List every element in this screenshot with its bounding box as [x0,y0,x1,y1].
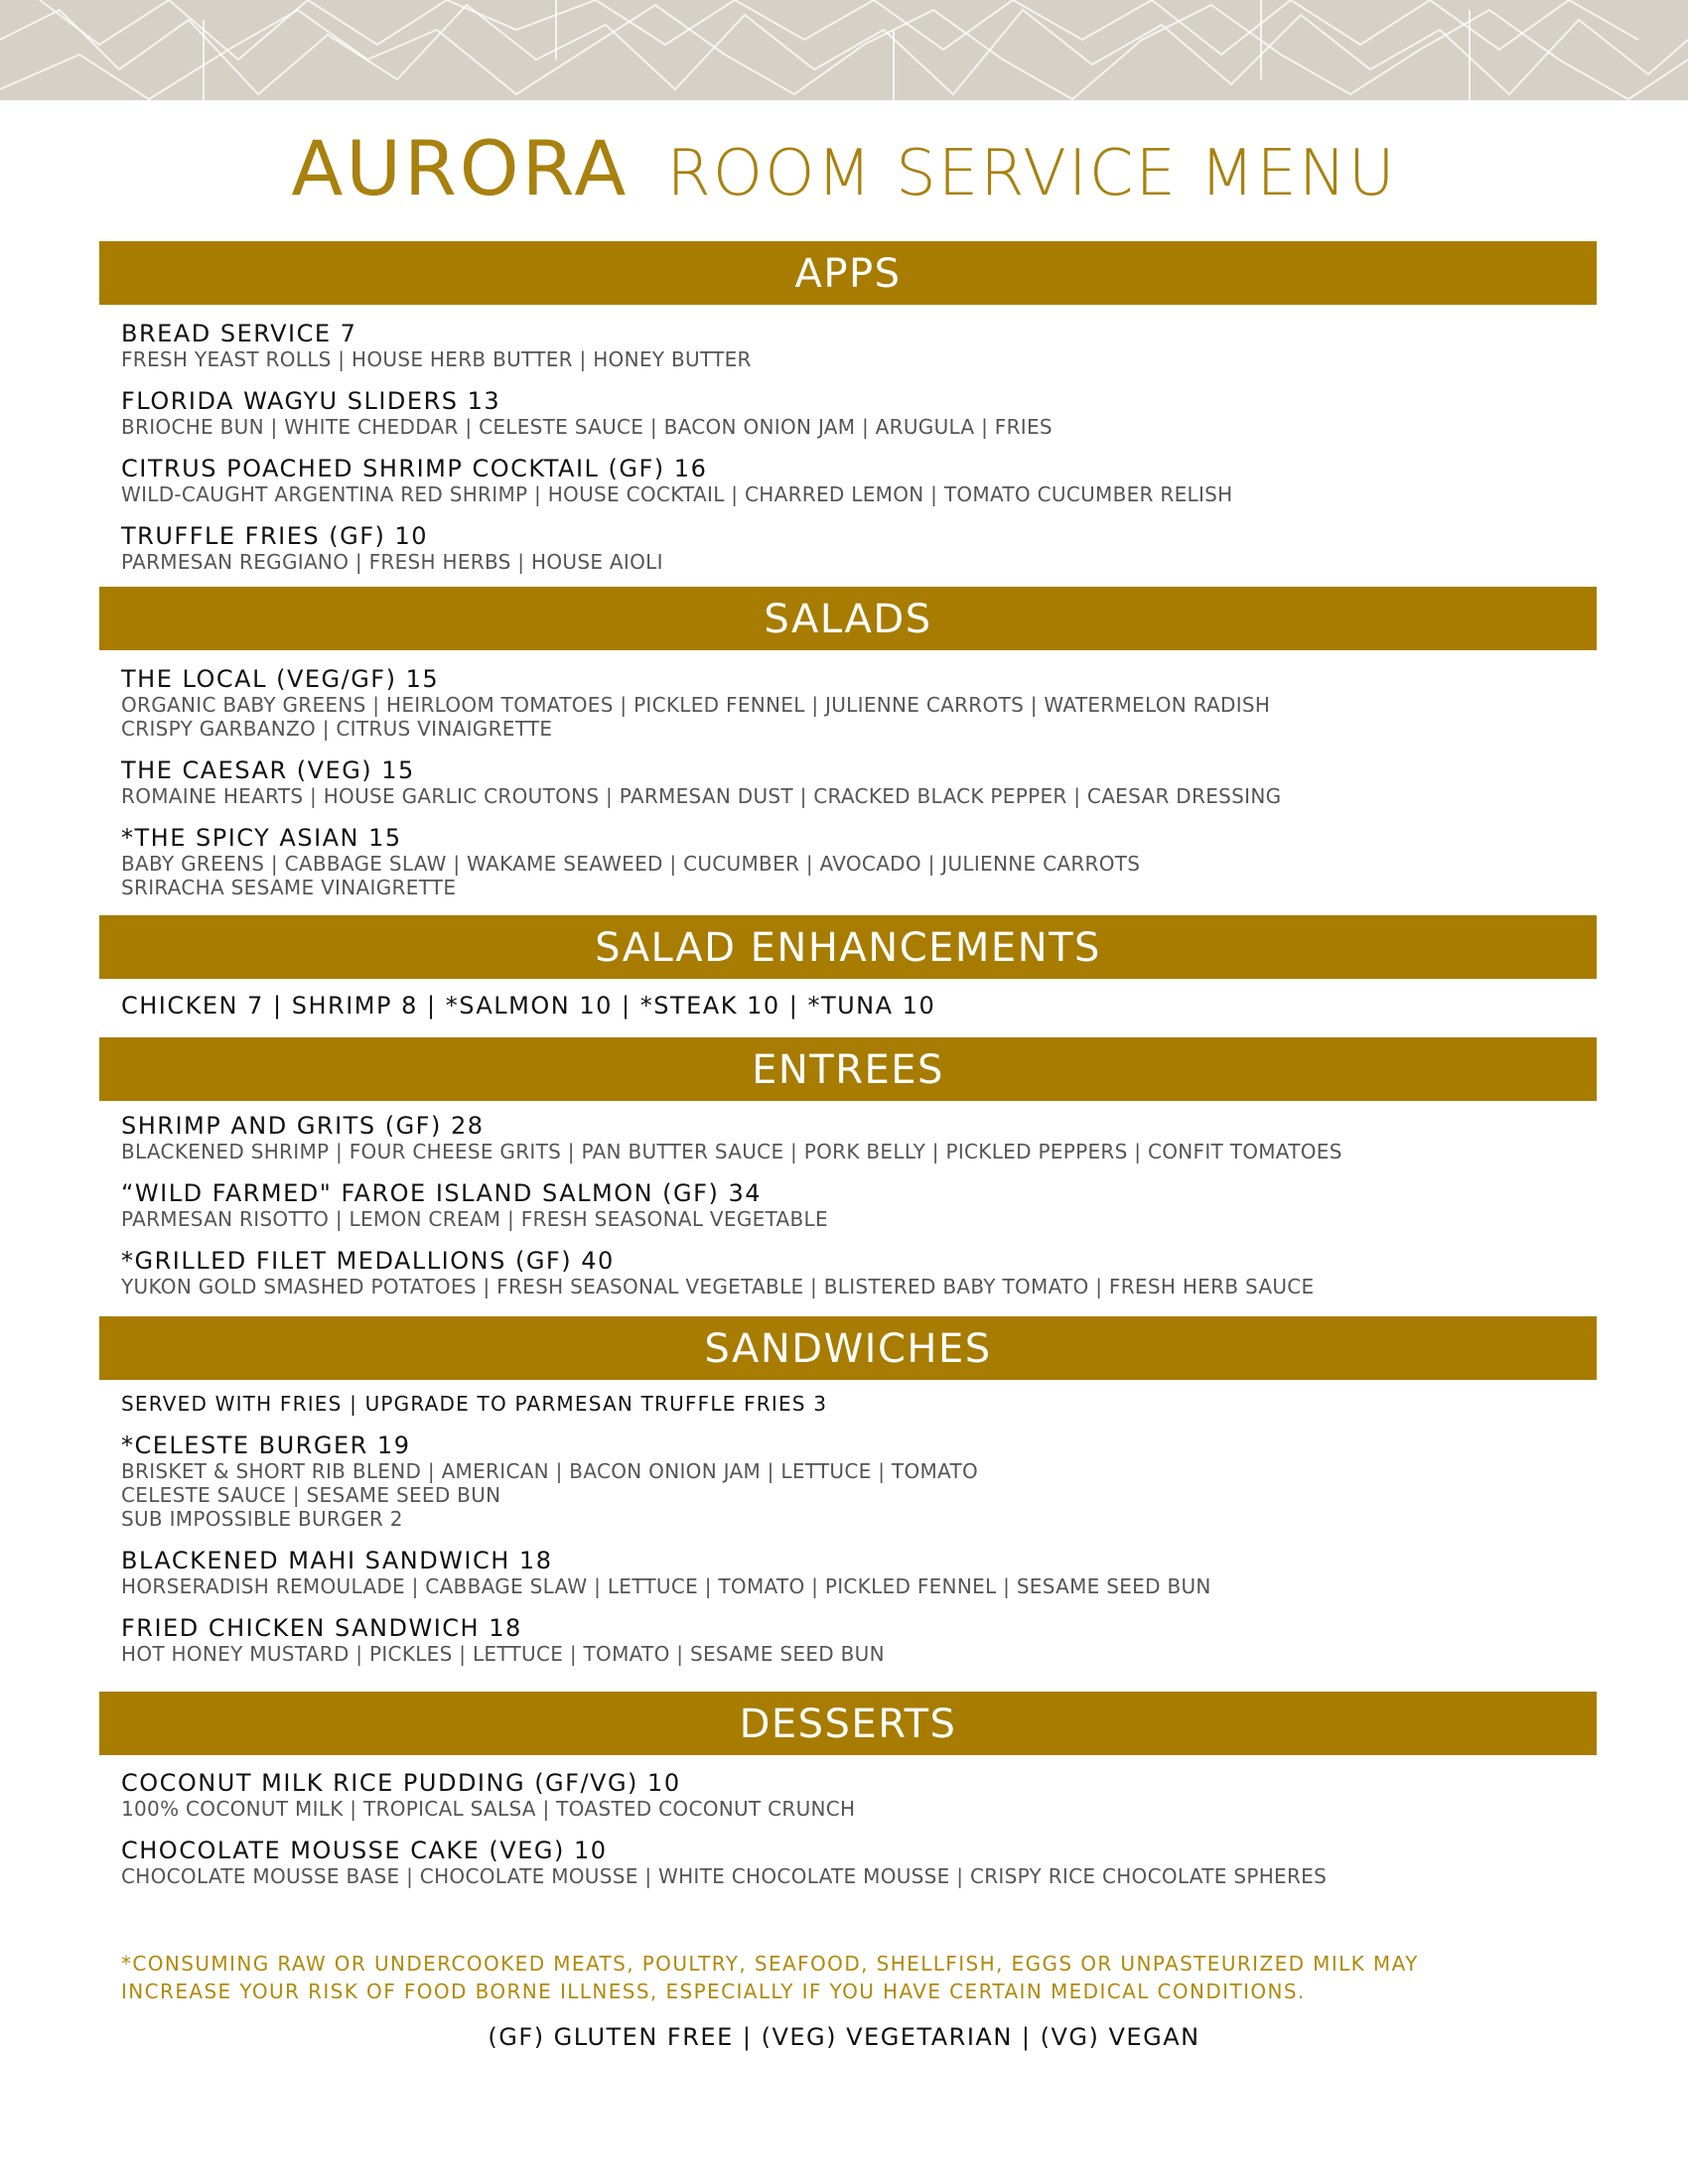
item-description: CRISPY GARBANZO | CITRUS VINAIGRETTE [121,717,553,741]
item-name: TRUFFLE FRIES (GF) 10 [121,522,429,550]
item-description: BRISKET & SHORT RIB BLEND | AMERICAN | BACON ONION JAM | LETTUCE | TOMATO [121,1459,979,1483]
menu-item [121,455,1591,506]
menu-item [121,665,1591,741]
item-description: HORSERADISH REMOULADE | CABBAGE SLAW | LETTUCE | TOMATO | PICKLED FENNEL | SESAME SEED BUN [121,1574,1211,1598]
menu-item [121,1614,1591,1666]
section-header-desserts: DESSERTS [99,1692,1597,1755]
item-description: BABY GREENS | CABBAGE SLAW | WAKAME SEAWEED | CUCUMBER | AVOCADO | JULIENNE CARROTS [121,852,1141,876]
section-header-entrees: ENTREES [99,1037,1597,1101]
menu-item [121,1769,1591,1821]
item-description: ROMAINE HEARTS | HOUSE GARLIC CROUTONS | PARMESAN DUST | CRACKED BLACK PEPPER | CAESAR DRESSING [121,784,1282,808]
menu-item [121,1179,1591,1231]
menu-item [121,1837,1591,1888]
item-name: COCONUT MILK RICE PUDDING (GF/VG) 10 [121,1769,681,1797]
menu-item [121,320,1591,371]
item-description: BLACKENED SHRIMP | FOUR CHEESE GRITS | PAN BUTTER SAUCE | PORK BELLY | PICKLED PEPPERS | CONFIT TOMATOES [121,1140,1342,1163]
enhancements-list: CHICKEN 7 | SHRIMP 8 | *SALMON 10 | *STEAK 10 | *TUNA 10 [121,992,936,1020]
page-title [0,124,1688,212]
item-description: CHOCOLATE MOUSSE BASE | CHOCOLATE MOUSSE | WHITE CHOCOLATE MOUSSE | CRISPY RICE CHOCOLATE SPHERES [121,1864,1328,1888]
item-description: PARMESAN RISOTTO | LEMON CREAM | FRESH SEASONAL VEGETABLE [121,1207,828,1231]
item-description: 100% COCONUT MILK | TROPICAL SALSA | TOASTED COCONUT CRUNCH [121,1797,856,1821]
dietary-legend: (GF) GLUTEN FREE | (VEG) VEGETARIAN | (VG) VEGAN [488,2023,1200,2051]
item-name: “WILD FARMED" FAROE ISLAND SALMON (GF) 34 [121,1179,762,1207]
menu-item [121,387,1591,439]
menu-item [121,824,1591,899]
disclaimer-line: INCREASE YOUR RISK OF FOOD BORNE ILLNESS, ESPECIALLY IF YOU HAVE CERTAIN MEDICAL CONDITIONS. [121,1979,1306,2003]
section-header-salad-enhancements: SALAD ENHANCEMENTS [99,915,1597,979]
item-name: FLORIDA WAGYU SLIDERS 13 [121,387,501,415]
menu-subtitle: ROOM SERVICE MENU [666,137,1397,210]
food-safety-disclaimer [121,1950,1591,2005]
menu-item [121,1547,1591,1598]
item-name: FRIED CHICKEN SANDWICH 18 [121,1614,522,1642]
section-header-salads: SALADS [99,587,1597,650]
item-name: CITRUS POACHED SHRIMP COCKTAIL (GF) 16 [121,455,708,482]
item-name: BREAD SERVICE 7 [121,320,357,347]
menu-item [121,756,1591,808]
menu-item [121,1432,1591,1531]
menu-item [121,1112,1591,1163]
item-description: CELESTE SAUCE | SESAME SEED BUN [121,1483,501,1507]
disclaimer-line: *CONSUMING RAW OR UNDERCOOKED MEATS, POULTRY, SEAFOOD, SHELLFISH, EGGS OR UNPASTEURIZED MILK MAY [121,1952,1419,1976]
sandwiches-note: SERVED WITH FRIES | UPGRADE TO PARMESAN TRUFFLE FRIES 3 [121,1392,828,1416]
item-name: *THE SPICY ASIAN 15 [121,824,402,852]
item-description: HOT HONEY MUSTARD | PICKLES | LETTUCE | TOMATO | SESAME SEED BUN [121,1642,885,1666]
item-name: BLACKENED MAHI SANDWICH 18 [121,1547,553,1574]
item-description: WILD-CAUGHT ARGENTINA RED SHRIMP | HOUSE COCKTAIL | CHARRED LEMON | TOMATO CUCUMBER RELISH [121,482,1233,506]
item-description: ORGANIC BABY GREENS | HEIRLOOM TOMATOES | PICKLED FENNEL | JULIENNE CARROTS | WATERMELON RADISH [121,693,1271,717]
item-name: THE LOCAL (VEG/GF) 15 [121,665,440,693]
item-description: FRESH YEAST ROLLS | HOUSE HERB BUTTER | HONEY BUTTER [121,347,752,371]
menu-item [121,1247,1591,1298]
section-header-apps: APPS [99,241,1597,305]
item-description: YUKON GOLD SMASHED POTATOES | FRESH SEASONAL VEGETABLE | BLISTERED BABY TOMATO | FRESH HERB SAUCE [121,1275,1315,1298]
item-name: CHOCOLATE MOUSSE CAKE (VEG) 10 [121,1837,608,1864]
item-name: THE CAESAR (VEG) 15 [121,756,415,784]
item-name: *CELESTE BURGER 19 [121,1432,411,1459]
item-description: SUB IMPOSSIBLE BURGER 2 [121,1507,403,1531]
section-header-sandwiches: SANDWICHES [99,1316,1597,1380]
item-description: SRIRACHA SESAME VINAIGRETTE [121,876,457,899]
item-name: *GRILLED FILET MEDALLIONS (GF) 40 [121,1247,615,1275]
item-name: SHRIMP AND GRITS (GF) 28 [121,1112,485,1140]
decorative-banner [0,0,1688,100]
item-description: BRIOCHE BUN | WHITE CHEDDAR | CELESTE SAUCE | BACON ONION JAM | ARUGULA | FRIES [121,415,1053,439]
item-description: PARMESAN REGGIANO | FRESH HERBS | HOUSE AIOLI [121,550,663,574]
menu-item [121,522,1591,574]
brand-name: AURORA [291,124,630,212]
geometric-pattern-icon [0,0,1688,100]
